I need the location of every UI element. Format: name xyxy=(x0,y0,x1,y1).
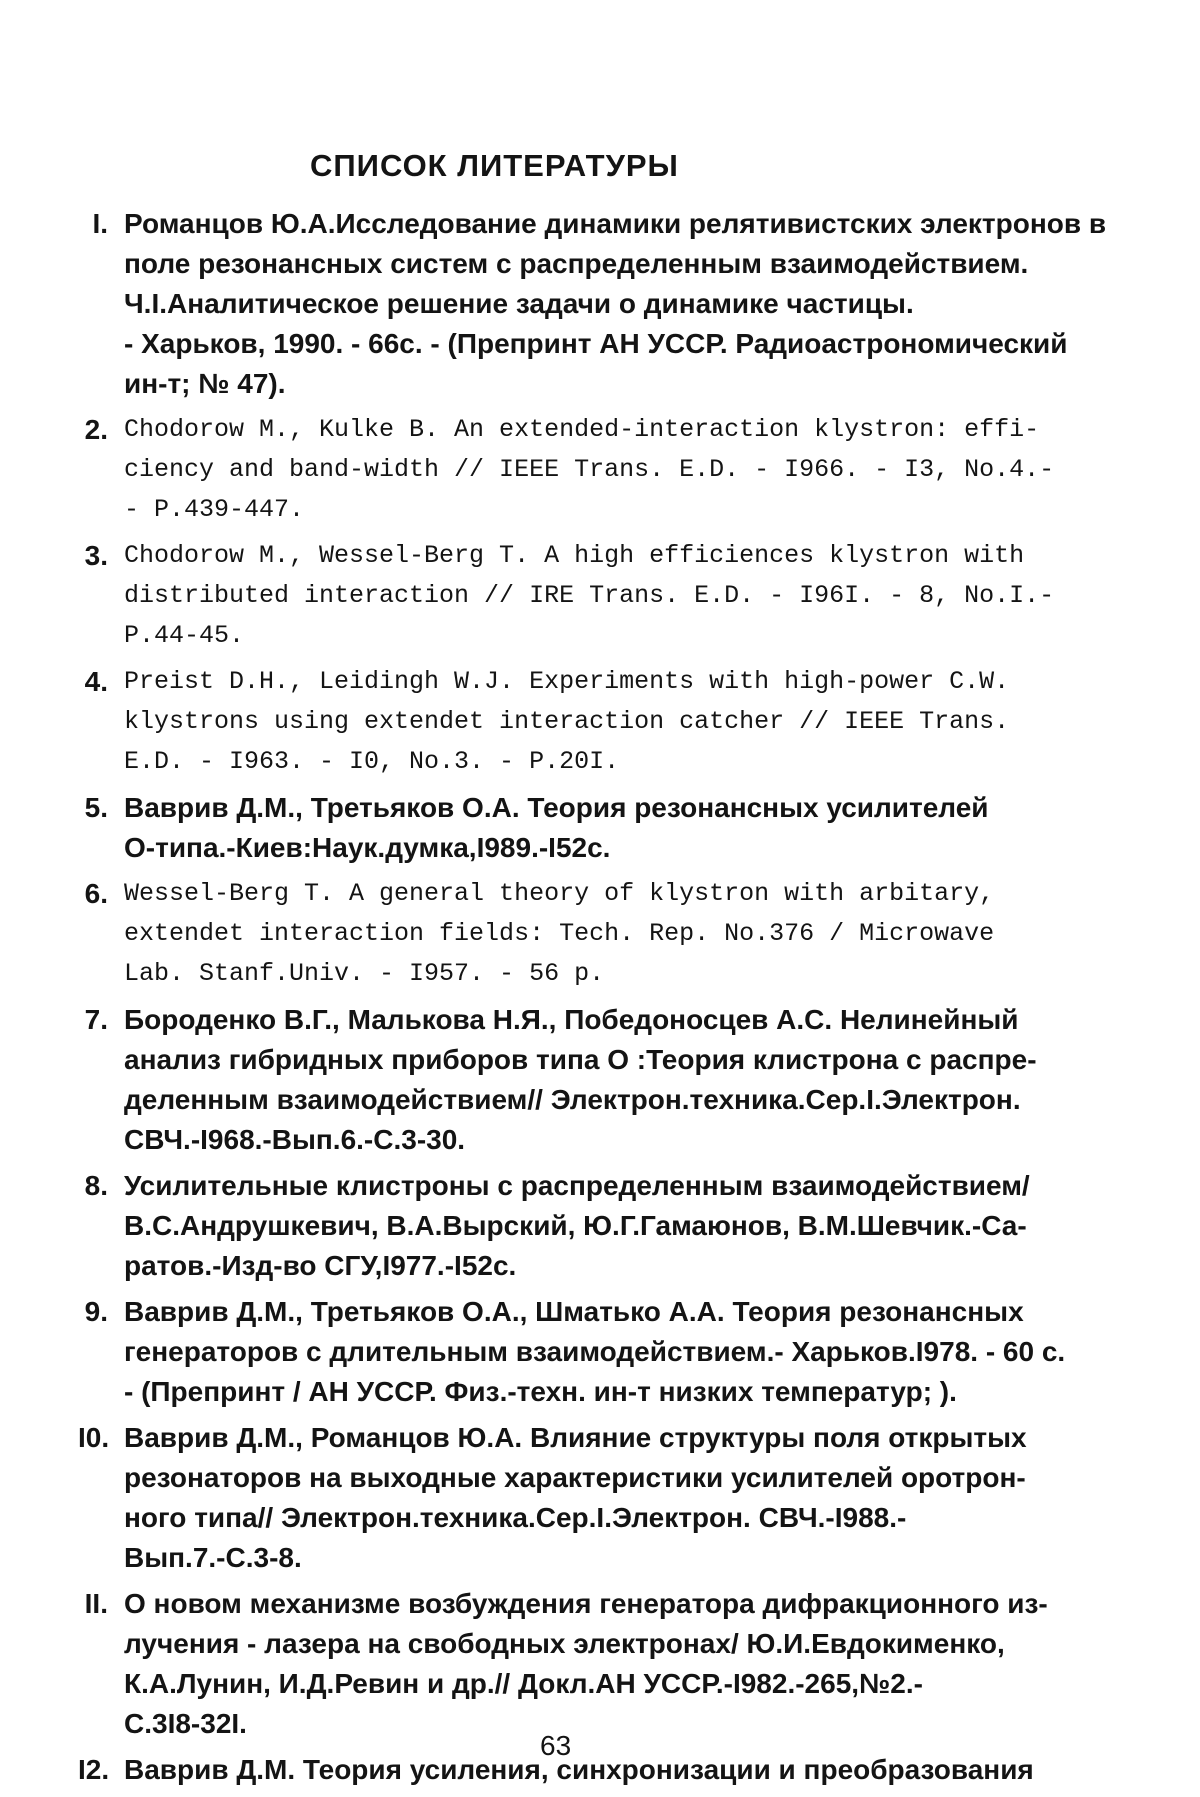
reference-text: Ваврив Д.М., Третьяков О.А., Шматько А.А. Теория резонансных генераторов с длительным взаимодействием.- Харьков.I978. - 60 с. - (Препринт / АН УССР. Физ.-техн. ин-т низких температур; ). xyxy=(124,1296,1066,1407)
reference-item xyxy=(84,1292,1144,1412)
reference-item xyxy=(84,410,1144,530)
reference-text: О новом механизме возбуждения генератора дифракционного из- лучения - лазера на свободных электронах/ Ю.И.Евдокименко, К.А.Лунин, И.Д.Ревин и др.// Докл.АН УССР.-I982.-265,№2.- С.3I8-32I. xyxy=(124,1588,1048,1739)
reference-text: Wessel-Berg T. A general theory of klystron with arbitary, extendet interaction fields: Tech. Rep. No.376 / Microwave Lab. Stanf.Univ. - I957. - 56 p. xyxy=(124,879,995,988)
reference-item xyxy=(84,1000,1144,1160)
reference-item xyxy=(84,204,1144,404)
reference-number: 2. xyxy=(84,414,108,445)
reference-number: 4. xyxy=(84,666,108,697)
reference-list xyxy=(78,204,1144,1796)
reference-text: Усилительные клистроны с распределенным взаимодействием/ В.С.Андрушкевич, В.А.Вырский, Ю.Г.Гамаюнов, В.М.Шевчик.-Са- ратов.-Изд-во СГУ,I977.-I52с. xyxy=(124,1170,1030,1281)
reference-text: Бороденко В.Г., Малькова Н.Я., Победоносцев А.С. Нелинейный анализ гибридных приборов типа О :Теория клистрона с распре- деленным взаимодействием// Электрон.техника.Сер.I.Электрон. СВЧ.-I968.-Вып.6.-С.3-30. xyxy=(124,1004,1037,1155)
reference-text: Ваврив Д.М. Теория усиления, синхронизации и преобразования xyxy=(124,1754,1034,1785)
reference-item xyxy=(84,788,1144,868)
reference-item xyxy=(78,1750,1144,1790)
page-number: 63 xyxy=(540,1730,572,1761)
reference-text: Chodorow M., Kulke B. An extended-interaction klystron: effi- ciency and band-width // IEEE Trans. E.D. - I966. - I3, No.4.- - P.439-447. xyxy=(124,415,1055,524)
reference-number: 8. xyxy=(84,1170,108,1201)
reference-number: I2. xyxy=(78,1754,110,1785)
reference-item xyxy=(84,874,1144,994)
reference-text: Романцов Ю.А.Исследование динамики релятивистских электронов в поле резонансных систем с распределенным взаимодействием. Ч.I.Аналитическое решение задачи о динамике частицы. - Харьков, 1990. - 66с. - (Препринт АН УССР. Радиоастрономический ин-т; № 47). xyxy=(124,208,1107,399)
reference-number: 5. xyxy=(84,792,108,823)
reference-item xyxy=(84,536,1144,656)
reference-text: Ваврив Д.М., Третьяков О.А. Теория резонансных усилителей О-типа.-Киев:Наук.думка,I989.-I52с. xyxy=(124,792,989,863)
reference-item xyxy=(78,1418,1144,1578)
reference-item xyxy=(84,1584,1144,1744)
reference-text: Ваврив Д.М., Романцов Ю.А. Влияние структуры поля открытых резонаторов на выходные характеристики усилителей оротрон- ного типа// Электрон.техника.Сер.I.Электрон. СВЧ.-I988.- Вып.7.-С.3-8. xyxy=(124,1422,1027,1573)
reference-item xyxy=(84,662,1144,782)
reference-number: I. xyxy=(92,208,108,239)
reference-number: I0. xyxy=(78,1422,110,1453)
reference-number: 3. xyxy=(84,540,108,571)
reference-number: 6. xyxy=(84,878,108,909)
reference-text: Chodorow M., Wessel-Berg T. A high efficiences klystron with distributed interaction // IRE Trans. E.D. - I96I. - 8, No.I.- P.44-45. xyxy=(124,541,1055,650)
reference-item xyxy=(84,1166,1144,1286)
reference-text: Preist D.H., Leidingh W.J. Experiments with high-power C.W. klystrons using extendet interaction catcher // IEEE Trans. E.D. - I963. - I0, No.3. - P.20I. xyxy=(124,667,1010,776)
reference-number: II. xyxy=(84,1588,108,1619)
reference-number: 9. xyxy=(84,1296,108,1327)
reference-number: 7. xyxy=(84,1004,108,1035)
page-title: СПИСОК ЛИТЕРАТУРЫ xyxy=(310,148,679,183)
